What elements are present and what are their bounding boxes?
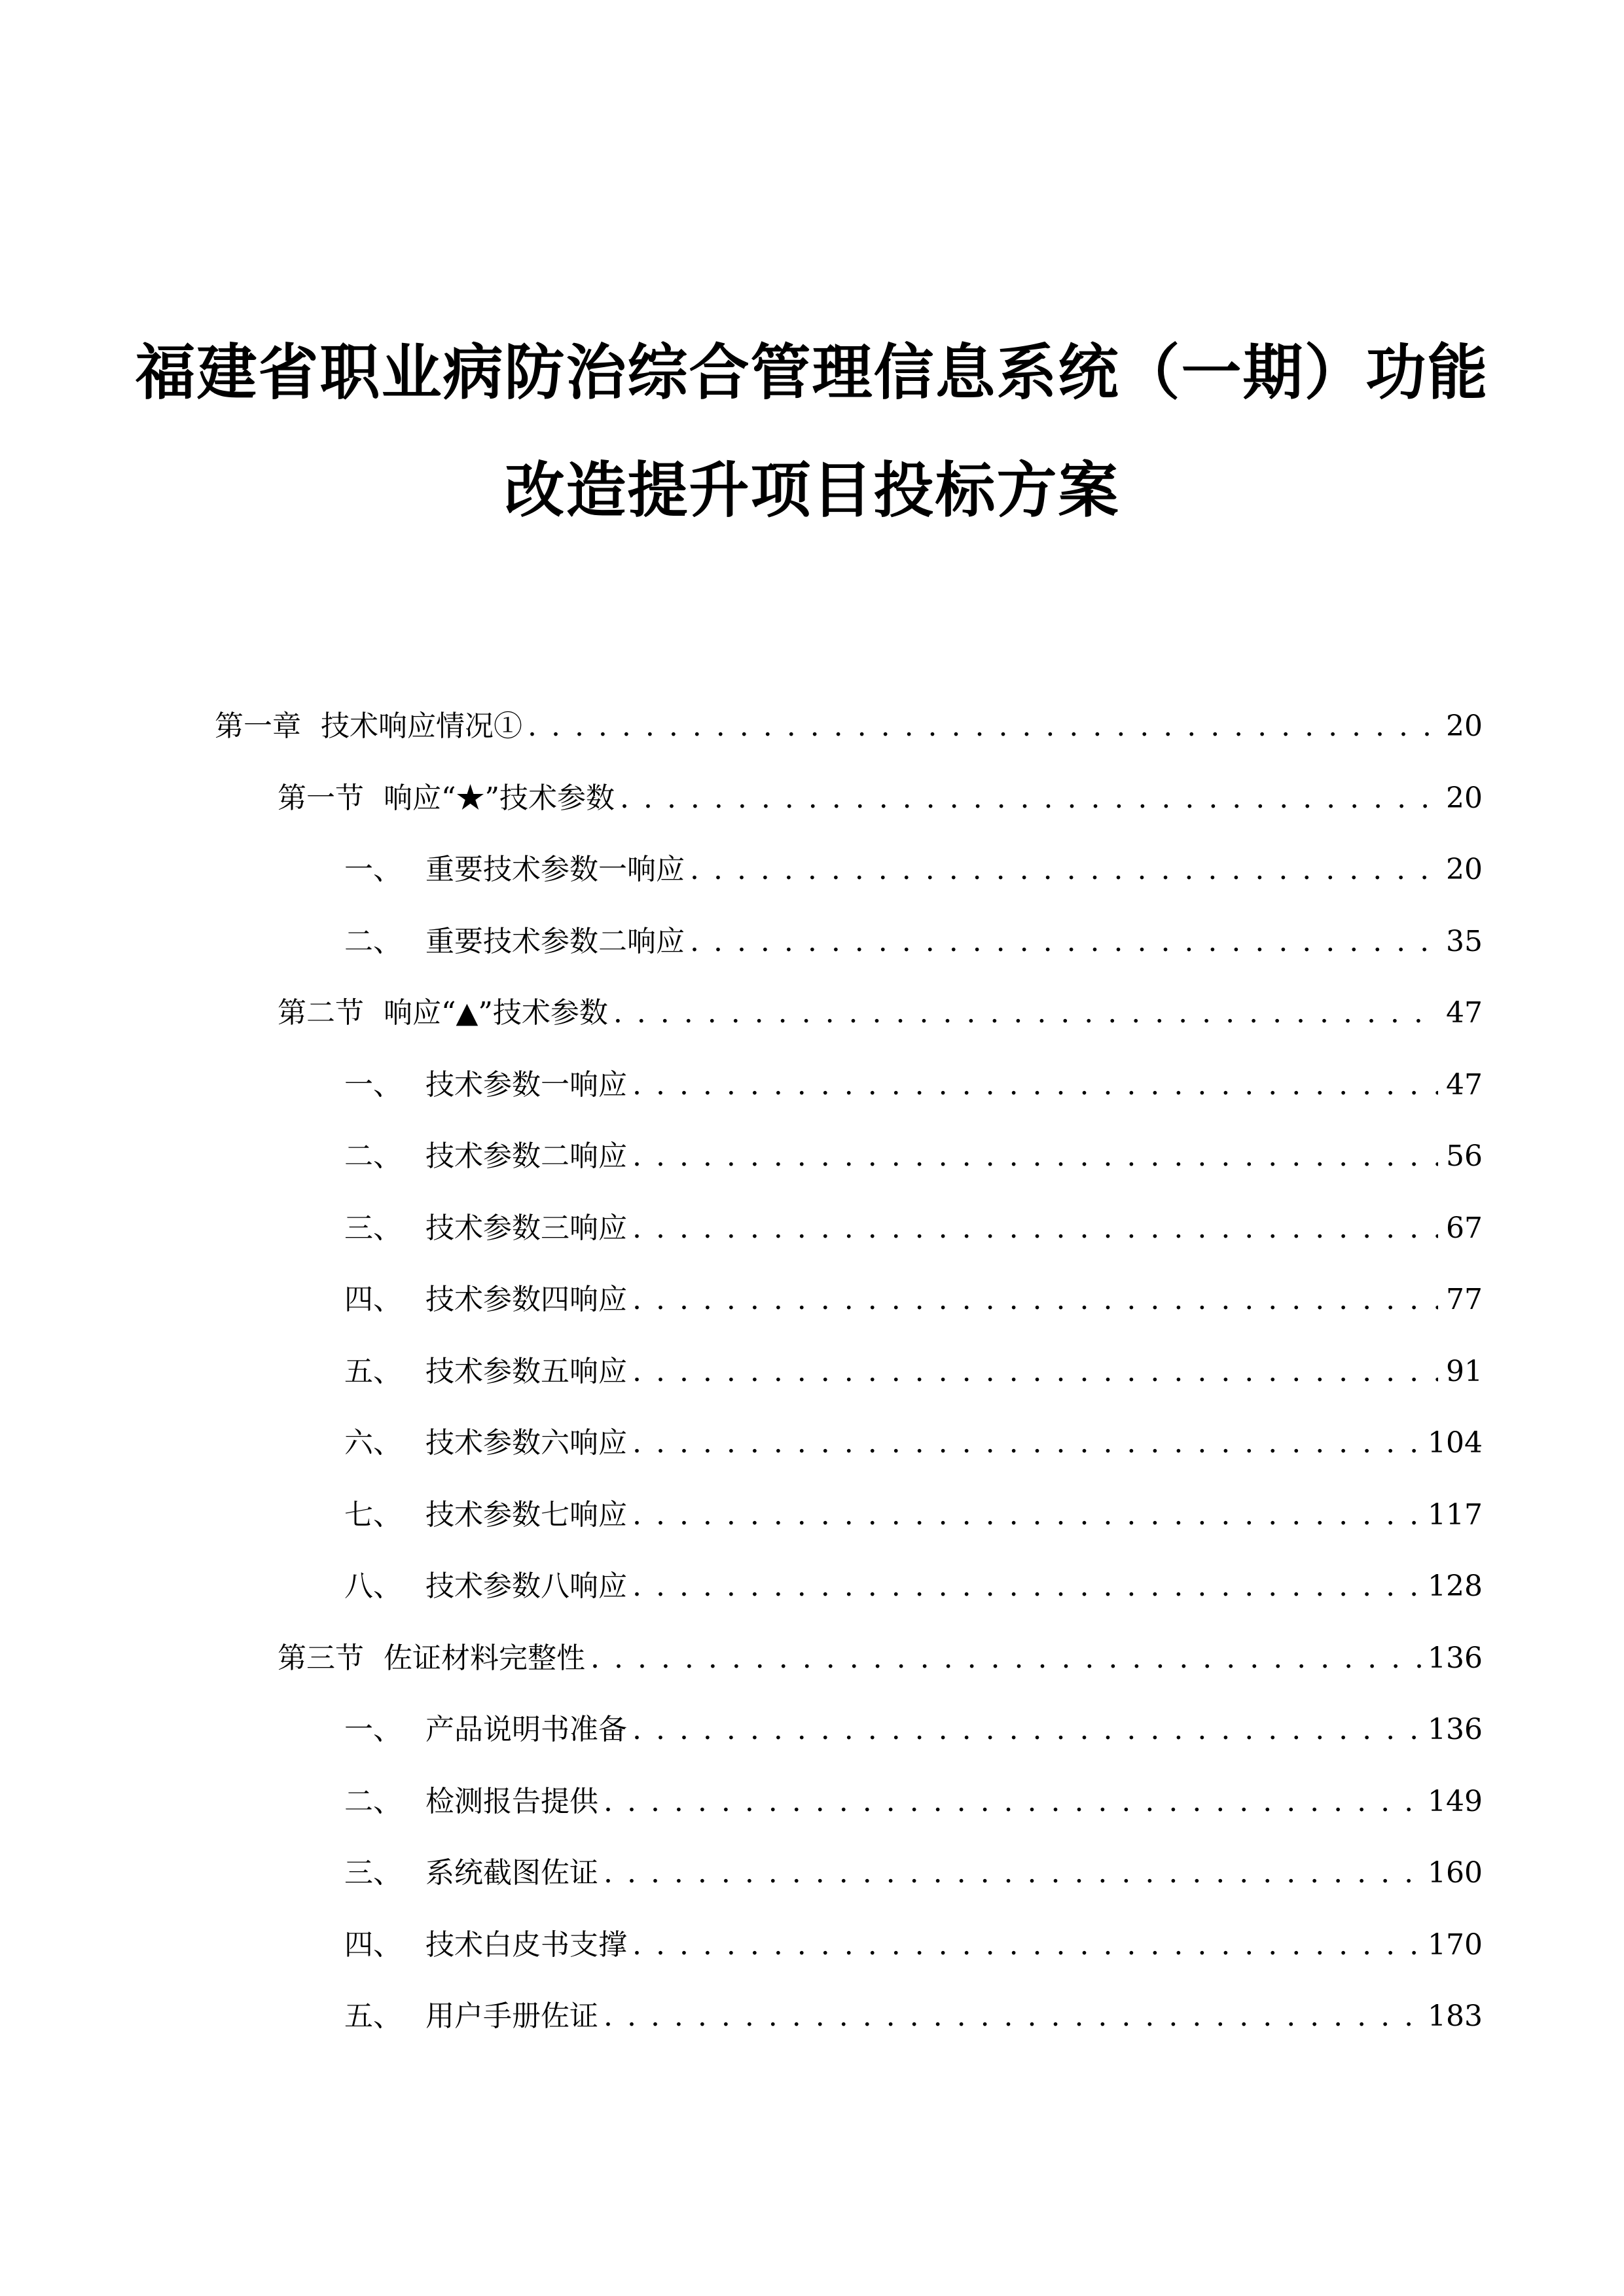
toc-entry-title: 技术参数三响应 bbox=[425, 1211, 627, 1245]
toc-entry-title: 重要技术参数二响应 bbox=[425, 924, 685, 958]
toc-entry-page-number: 149 bbox=[1428, 1784, 1483, 1818]
toc-entry-page-number: 136 bbox=[1428, 1713, 1483, 1746]
toc-dot-leader bbox=[632, 1710, 1422, 1749]
toc-entry-page-number: 20 bbox=[1446, 853, 1483, 886]
toc-entry-title: 检测报告提供 bbox=[425, 1784, 598, 1818]
toc-dot-leader bbox=[613, 994, 1438, 1033]
toc-entry-page-number: 136 bbox=[1428, 1641, 1483, 1675]
toc-entry-title: 技术参数五响应 bbox=[425, 1354, 627, 1388]
toc-dot-leader bbox=[632, 1280, 1438, 1319]
toc-entry-number: 六、 bbox=[344, 1426, 402, 1460]
toc-dot-leader bbox=[604, 1997, 1422, 2036]
toc-entry-page-number: 67 bbox=[1446, 1211, 1483, 1245]
toc-dot-leader bbox=[632, 1066, 1438, 1105]
toc-entry[interactable] bbox=[344, 916, 1483, 961]
toc-entry-number: 七、 bbox=[344, 1498, 402, 1532]
toc-entry-title: 技术响应情况① bbox=[321, 709, 522, 743]
toc-dot-leader bbox=[632, 1424, 1422, 1463]
toc-entry-number: 八、 bbox=[344, 1570, 402, 1603]
toc-entry-number: 第二节 bbox=[278, 996, 364, 1030]
toc-entry-page-number: 117 bbox=[1428, 1498, 1483, 1532]
toc-entry-number: 一、 bbox=[344, 853, 402, 886]
toc-entry-page-number: 20 bbox=[1446, 781, 1483, 815]
toc-entry-title: 重要技术参数一响应 bbox=[425, 853, 685, 886]
toc-entry-number: 五、 bbox=[344, 2000, 402, 2033]
toc-entry[interactable] bbox=[344, 1417, 1483, 1463]
toc-entry-page-number: 170 bbox=[1428, 1928, 1483, 1962]
toc-dot-leader bbox=[620, 779, 1438, 818]
toc-entry[interactable] bbox=[278, 1632, 1483, 1678]
toc-entry-title: 技术白皮书支撑 bbox=[425, 1928, 627, 1962]
toc-dot-leader bbox=[690, 850, 1438, 889]
toc-entry[interactable] bbox=[344, 1847, 1483, 1893]
toc-entry[interactable] bbox=[344, 1059, 1483, 1105]
toc-entry-number: 第一章 bbox=[215, 709, 301, 743]
toc-entry-title: 技术参数六响应 bbox=[425, 1426, 627, 1460]
toc-entry-page-number: 104 bbox=[1428, 1426, 1483, 1460]
toc-entry[interactable] bbox=[344, 1919, 1483, 1965]
toc-entry-page-number: 77 bbox=[1446, 1283, 1483, 1316]
toc-entry-number: 一、 bbox=[344, 1067, 402, 1102]
toc-dot-leader bbox=[632, 1926, 1422, 1965]
toc-entry-page-number: 160 bbox=[1428, 1856, 1483, 1890]
toc-entry-number: 三、 bbox=[344, 1211, 402, 1245]
toc-entry-number: 第一节 bbox=[278, 781, 364, 815]
toc-entry-number: 三、 bbox=[344, 1856, 402, 1890]
toc-entry-page-number: 91 bbox=[1446, 1354, 1483, 1388]
toc-entry-page-number: 35 bbox=[1446, 924, 1483, 958]
toc-entry[interactable] bbox=[344, 1704, 1483, 1749]
toc-entry[interactable] bbox=[344, 1489, 1483, 1535]
toc-entry-page-number: 183 bbox=[1428, 2000, 1483, 2033]
toc-entry-title: 响应“▲”技术参数 bbox=[384, 996, 608, 1030]
toc-entry-number: 二、 bbox=[344, 1139, 402, 1173]
toc-dot-leader bbox=[632, 1137, 1438, 1176]
toc-dot-leader bbox=[604, 1782, 1422, 1821]
toc-entry[interactable] bbox=[344, 1560, 1483, 1606]
toc-entry-title: 佐证材料完整性 bbox=[384, 1641, 585, 1675]
toc-entry[interactable] bbox=[344, 1274, 1483, 1319]
toc-entry-number: 二、 bbox=[344, 1784, 402, 1818]
document-title-line-1: 福建省职业病防治综合管理信息系统（一期）功能 bbox=[135, 338, 1489, 408]
toc-dot-leader bbox=[528, 707, 1438, 746]
toc-entry-number: 四、 bbox=[344, 1928, 402, 1962]
toc-dot-leader bbox=[632, 1496, 1422, 1535]
toc-entry[interactable] bbox=[215, 700, 1483, 746]
toc-entry[interactable] bbox=[344, 1990, 1483, 2036]
toc-entry-page-number: 128 bbox=[1428, 1570, 1483, 1603]
toc-entry[interactable] bbox=[278, 772, 1483, 818]
toc-entry-title: 产品说明书准备 bbox=[425, 1713, 627, 1746]
toc-entry-number: 二、 bbox=[344, 924, 402, 958]
toc-entry-page-number: 47 bbox=[1446, 996, 1483, 1030]
toc-dot-leader bbox=[590, 1639, 1422, 1678]
toc-entry-number: 一、 bbox=[344, 1713, 402, 1746]
toc-entry[interactable] bbox=[344, 1776, 1483, 1821]
toc-dot-leader bbox=[632, 1209, 1438, 1248]
toc-entry-title: 技术参数四响应 bbox=[425, 1283, 627, 1316]
toc-entry-title: 系统截图佐证 bbox=[425, 1856, 598, 1890]
toc-entry[interactable] bbox=[344, 1346, 1483, 1391]
toc-entry-number: 第三节 bbox=[278, 1641, 364, 1675]
toc-entry-title: 用户手册佐证 bbox=[425, 2000, 598, 2033]
toc-entry-title: 响应“★”技术参数 bbox=[384, 781, 615, 815]
toc-entry-title: 技术参数二响应 bbox=[425, 1139, 627, 1173]
document-title-line-2: 改造提升项目投标方案 bbox=[504, 456, 1120, 526]
toc-dot-leader bbox=[632, 1352, 1438, 1391]
toc-entry-title: 技术参数一响应 bbox=[425, 1067, 627, 1102]
toc-entry-page-number: 47 bbox=[1446, 1067, 1483, 1102]
toc-entry[interactable] bbox=[278, 987, 1483, 1033]
toc-entry-page-number: 20 bbox=[1446, 709, 1483, 743]
toc-entry[interactable] bbox=[344, 1130, 1483, 1176]
toc-entry[interactable] bbox=[344, 1202, 1483, 1248]
toc-dot-leader bbox=[604, 1854, 1422, 1893]
toc-entry[interactable] bbox=[344, 844, 1483, 889]
toc-entry-title: 技术参数七响应 bbox=[425, 1498, 627, 1532]
toc-dot-leader bbox=[632, 1567, 1422, 1606]
toc-entry-page-number: 56 bbox=[1446, 1139, 1483, 1173]
toc-entry-number: 四、 bbox=[344, 1283, 402, 1316]
toc-dot-leader bbox=[690, 922, 1438, 961]
toc-entry-title: 技术参数八响应 bbox=[425, 1570, 627, 1603]
toc-entry-number: 五、 bbox=[344, 1354, 402, 1388]
